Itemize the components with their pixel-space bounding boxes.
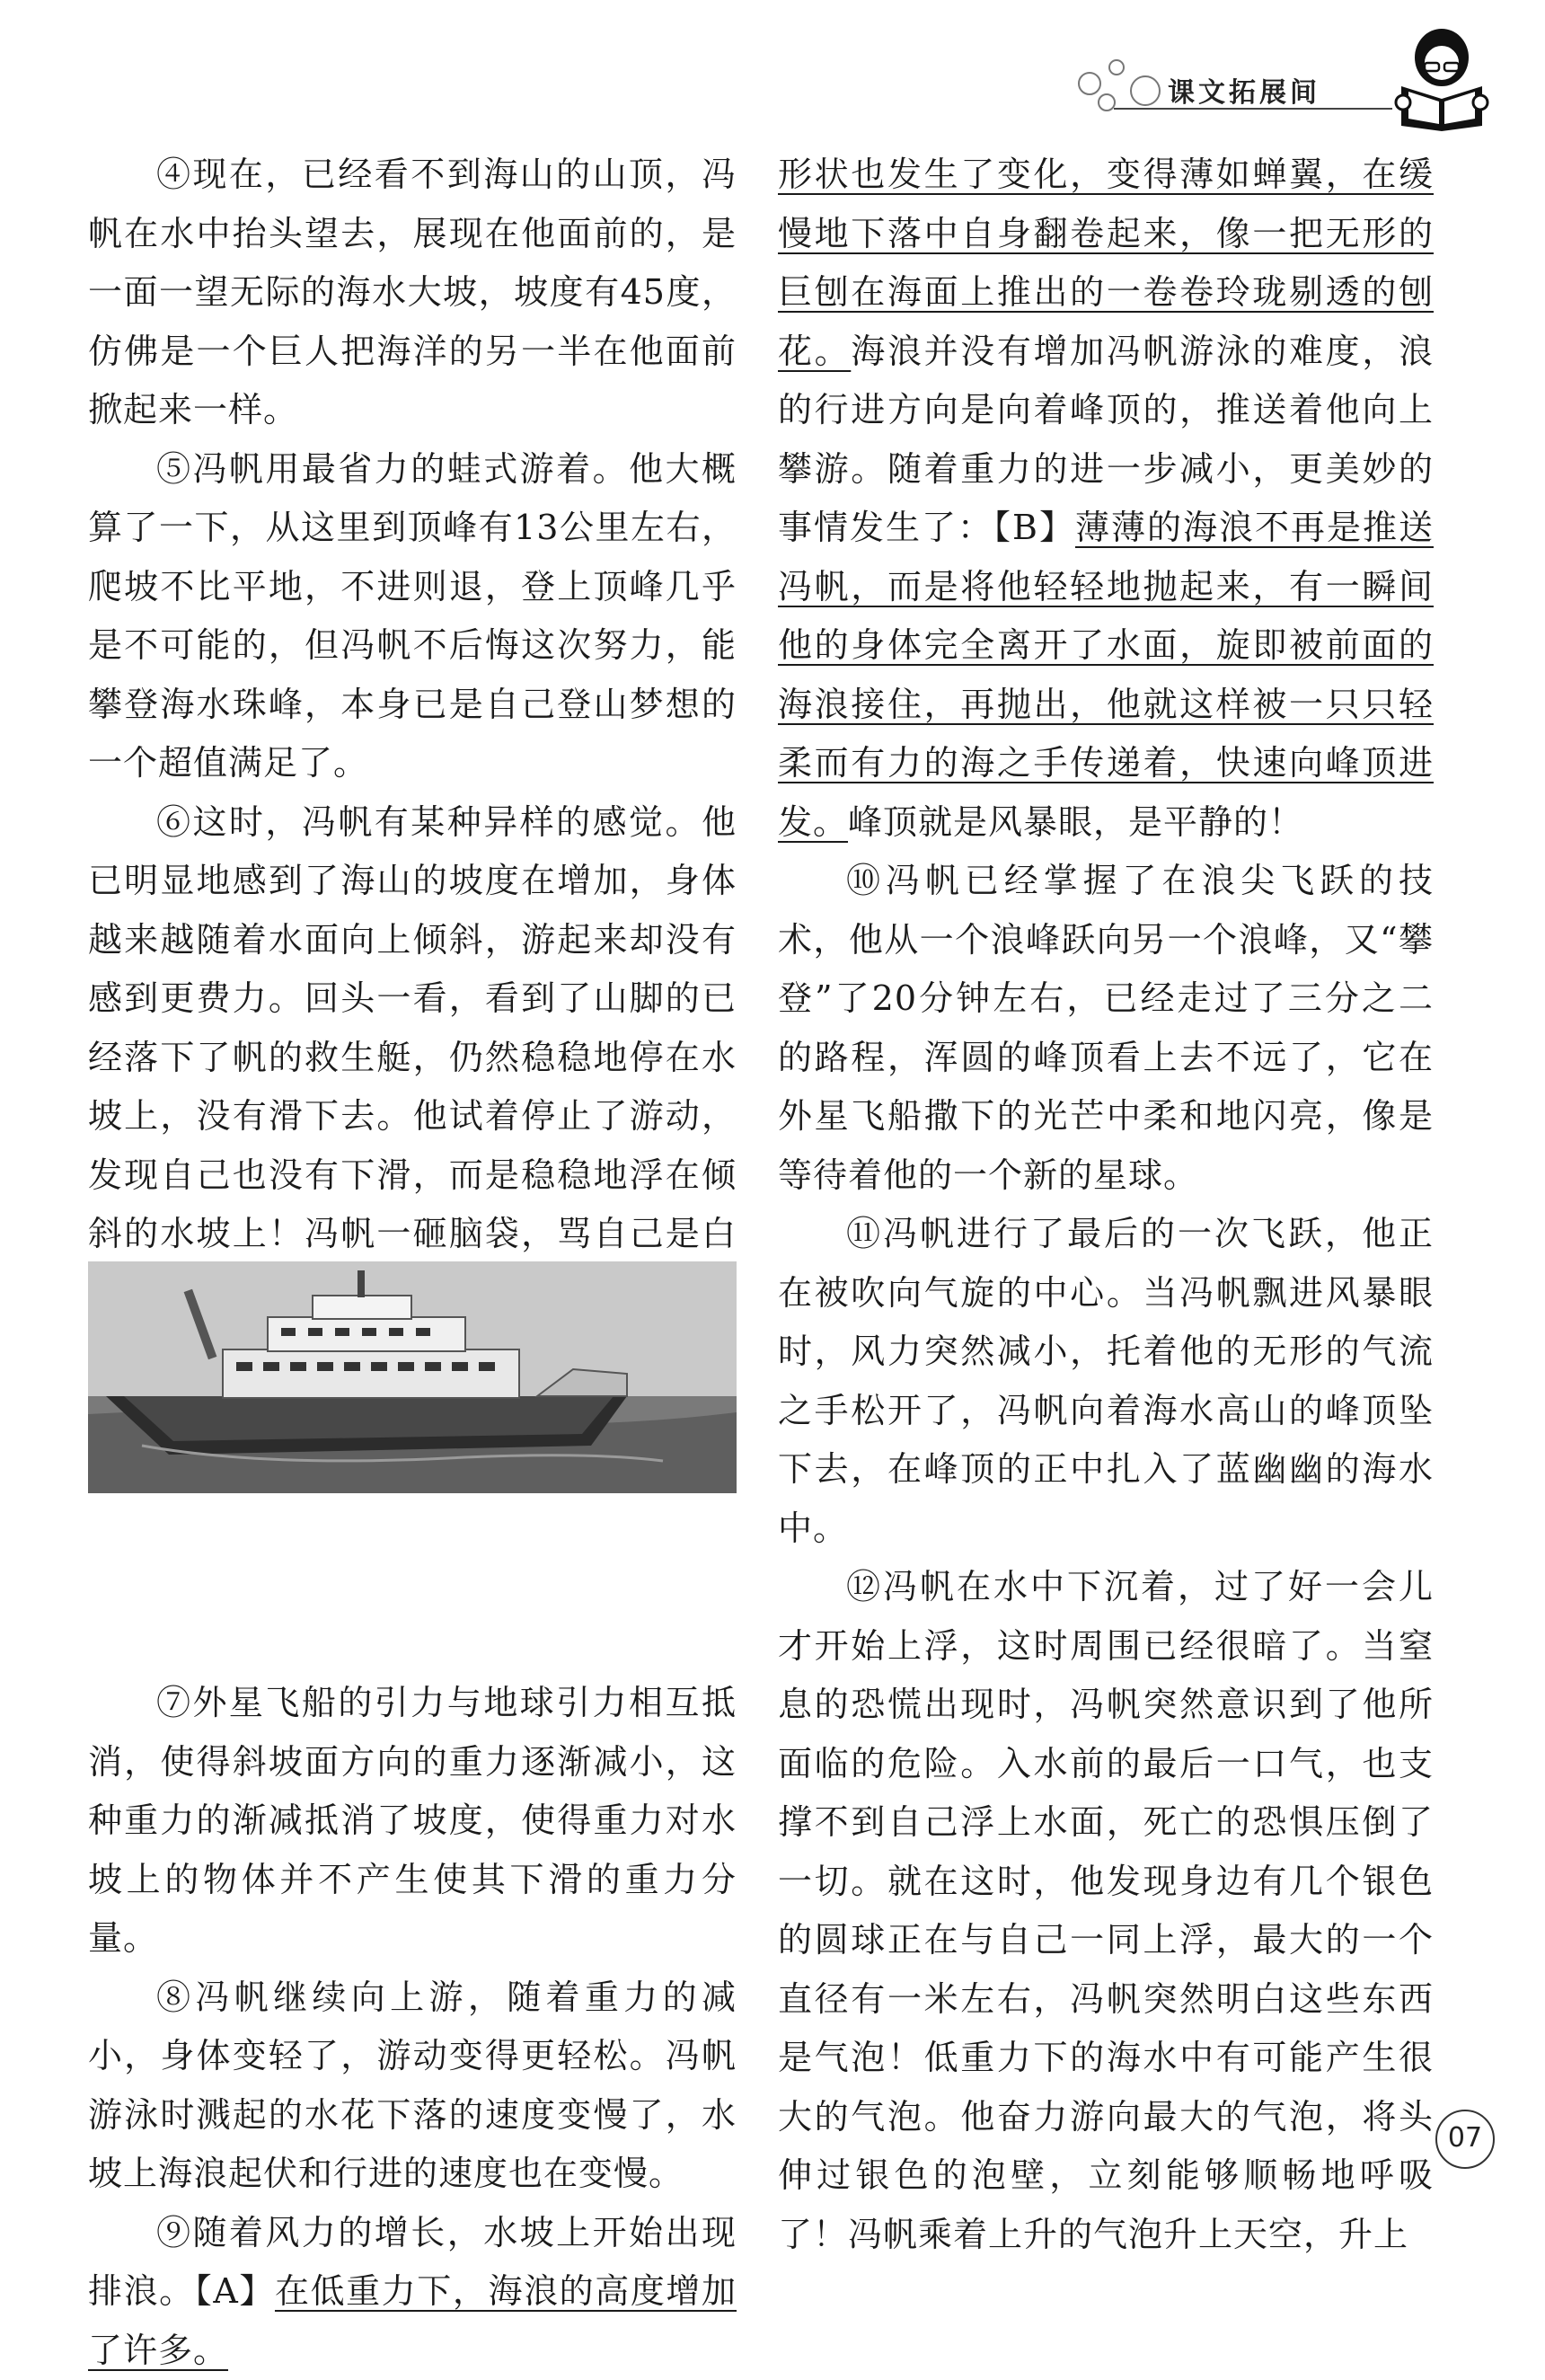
paragraph-9-continued bbox=[778, 146, 1434, 852]
paragraph-10: ⑩冯帆已经掌握了在浪尖飞跃的技术，他从一个浪峰跃向另一个浪峰，又“攀登”了20分钟左右，已经走过了三分之二的路程，浑圆的峰顶看上去不远了，它在外星飞船撒下的光芒中柔和地闪亮，像是等待着他的一个新的星球。 bbox=[778, 852, 1434, 1205]
paragraph-6: ⑥这时，冯帆有某种异样的感觉。他已明显地感到了海山的坡度在增加，身体越来越随着水面向上倾斜，游起来却没有感到更费力。回头一看，看到了山脚的已经落下了帆的救生艇，仍然稳稳地停在水坡上，没有滑下去。他试着停止了游动，发现自己也没有下滑，而是稳稳地浮在倾斜的水坡上！冯帆一砸脑袋，骂自己是白 bbox=[88, 793, 737, 1441]
ship-photo bbox=[88, 1261, 737, 1493]
underlined-passage-b: 薄薄的海浪不再是推送冯帆，而是将他轻轻地抛起来，有一瞬间他的身体完全离开了水面，旋即被前面的海浪接住，再抛出，他就这样被一只只轻柔而有力的海之手传递着，快速向峰顶进发。 bbox=[778, 508, 1434, 842]
paragraph-9-middle: 海浪并没有增加冯帆游泳的难度，浪的行进方向是向着峰顶的，推送着他向上攀游。随着重力的进一步减小，更美妙的事情发生了：【B】 bbox=[778, 332, 1434, 548]
paragraph-4: ④现在，已经看不到海山的山顶，冯帆在水中抬头望去，展现在他面前的，是一面一望无际的海水大坡，坡度有45度，仿佛是一个巨人把海洋的另一半在他面前掀起来一样。 bbox=[88, 146, 737, 440]
paragraph-9-end: 峰顶就是风暴眼，是平静的！ bbox=[848, 802, 1303, 842]
reader-icon bbox=[1392, 23, 1491, 131]
paragraph-5: ⑤冯帆用最省力的蛙式游着。他大概算了一下，从这里到顶峰有13公里左右，爬坡不比平地，不进则退，登上顶峰几乎是不可能的，但冯帆不后悔这次努力，能攀登海水珠峰，本身已是自己登山梦想的一个超值满足了。 bbox=[88, 440, 737, 793]
page-number: 07 bbox=[1435, 2110, 1495, 2169]
paragraph-7: ⑦外星飞船的引力与地球引力相互抵消，使得斜坡面方向的重力逐渐减小，这种重力的渐减抵消了坡度，使得重力对水坡上的物体并不产生使其下滑的重力分量。 bbox=[88, 1674, 737, 1969]
underlined-sentence-a: 在低重力下，海浪的高度增加了许多。 bbox=[88, 2271, 737, 2370]
paragraph-9-start bbox=[88, 2204, 737, 2380]
underlined-passage-a: 形状也发生了变化，变得薄如蝉翼，在缓慢地下落中自身翻卷起来，像一把无形的巨刨在海面上推出的一卷卷玲珑剔透的刨花。 bbox=[778, 155, 1434, 371]
ship-illustration bbox=[88, 1261, 737, 1493]
paragraph-9-text: ⑨随着风力的增长，水坡上开始出现排浪。【A】 bbox=[88, 2213, 737, 2312]
paragraph-11: ⑪冯帆进行了最后的一次飞跃，他正在被吹向气旋的中心。当冯帆飘进风暴眼时，风力突然减小，托着他的无形的气流之手松开了，冯帆向着海水高山的峰顶坠下去，在峰顶的正中扎入了蓝幽幽的海水中。 bbox=[778, 1205, 1434, 1558]
bubble-decoration bbox=[1098, 93, 1116, 111]
bubble-decoration bbox=[1130, 75, 1161, 106]
paragraph-12: ⑫冯帆在水中下沉着，过了好一会儿才开始上浮，这时周围已经很暗了。当窒息的恐慌出现时，冯帆突然意识到了他所面临的危险。入水前的最后一口气，也支撑不到自己浮上水面，死亡的恐惧压倒了一切。就在这时，他发现身边有几个银色的圆球正在与自己一同上浮，最大的一个直径有一米左右，冯帆突然明白这些东西是气泡！低重力下的海水中有可能产生很大的气泡。他奋力游向最大的气泡，将头伸过银色的泡壁，立刻能够顺畅地呼吸了！冯帆乘着上升的气泡升上天空，升上 bbox=[778, 1558, 1434, 2264]
section-title: 课文拓展间 bbox=[1168, 70, 1320, 110]
bubble-decoration bbox=[1078, 72, 1101, 95]
right-column bbox=[778, 146, 1434, 2264]
paragraph-8: ⑧冯帆继续向上游，随着重力的减小，身体变轻了，游动变得更轻松。冯帆游泳时溅起的水花下落的速度变慢了，水坡上海浪起伏和行进的速度也在变慢。 bbox=[88, 1969, 737, 2204]
page-header bbox=[1078, 18, 1491, 135]
bubble-decoration bbox=[1108, 59, 1125, 75]
